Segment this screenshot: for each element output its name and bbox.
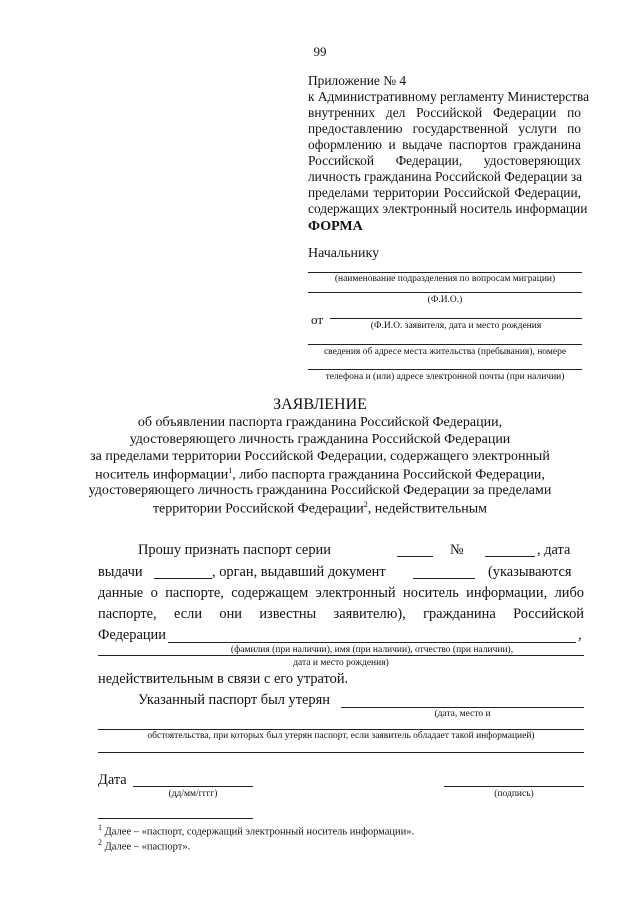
page-number: 99 bbox=[313, 44, 327, 59]
date-label: Дата bbox=[98, 772, 127, 788]
signature-caption: (подпись) bbox=[494, 789, 534, 799]
footnote-mark: 2 bbox=[98, 838, 102, 847]
circumstances-caption: обстоятельства, при которых был утерян паспорт, если заявитель обладает такой информацией) bbox=[147, 731, 535, 741]
footnote-separator bbox=[98, 818, 253, 819]
address-line[interactable] bbox=[308, 344, 582, 345]
footnote-1 bbox=[98, 823, 414, 838]
appendix-title: Приложение № 4 bbox=[308, 73, 407, 88]
number-sign: № bbox=[450, 542, 464, 558]
issue-date-label: , дата bbox=[537, 542, 571, 558]
passport-number-field[interactable] bbox=[485, 544, 535, 557]
chief-fio-caption: (Ф.И.О.) bbox=[427, 295, 463, 305]
citizen-name-caption: (фамилия (при наличии), имя (при наличии), отчество (при наличии), bbox=[230, 645, 514, 655]
issuer-label: , орган, выдавший документ bbox=[212, 564, 386, 580]
appendix-line: содержащих электронный носитель информации bbox=[308, 201, 588, 216]
subtitle-fragment: , недействительным bbox=[367, 501, 488, 517]
comma: , bbox=[578, 627, 582, 643]
body-text-line: данные о паспорте, содержащем электронный носитель информации, либо bbox=[98, 585, 584, 601]
subtitle-fragment: носитель информации bbox=[95, 467, 229, 483]
footnote-ref-1: 1 bbox=[228, 466, 233, 475]
date-field[interactable] bbox=[133, 786, 253, 787]
statement-subtitle-line: об объявлении паспорта гражданина Российской Федерации, bbox=[137, 415, 503, 430]
statement-subtitle-line: за пределами территории Российской Федерации, содержащего электронный bbox=[90, 449, 550, 464]
issuer-field[interactable] bbox=[413, 566, 475, 579]
issued-label: выдачи bbox=[98, 564, 143, 580]
citizen-birth-line[interactable] bbox=[98, 655, 584, 656]
contact-line[interactable] bbox=[308, 369, 582, 370]
appendix-line: внутренних дел Российской Федерации по bbox=[308, 105, 581, 120]
invalid-reason: недействительным в связи с его утратой. bbox=[98, 671, 349, 687]
chief-fio-line[interactable] bbox=[308, 292, 582, 293]
form-label: ФОРМА bbox=[308, 219, 363, 234]
lost-date-caption: (дата, место и bbox=[434, 709, 491, 719]
specified-label: (указываются bbox=[488, 564, 572, 580]
passport-series-field[interactable] bbox=[397, 544, 433, 557]
request-start: Прошу признать паспорт серии bbox=[138, 542, 331, 558]
signature-field[interactable] bbox=[444, 786, 584, 787]
statement-title: ЗАЯВЛЕНИЕ bbox=[273, 396, 367, 413]
body-text-line: паспорте, если они известны заявителю), гражданина Российской bbox=[98, 606, 584, 622]
subtitle-fragment: , либо паспорта гражданина Российской Федерации, bbox=[232, 467, 545, 483]
addressee-to: Начальнику bbox=[308, 246, 380, 261]
statement-subtitle-line bbox=[0, 466, 640, 484]
statement-subtitle-line: удостоверяющего личность гражданина Российской Федерации bbox=[129, 432, 511, 447]
unit-name-caption: (наименование подразделения по вопросам миграции) bbox=[334, 274, 556, 284]
issue-date-field[interactable] bbox=[154, 566, 212, 579]
subtitle-fragment: территории Российской Федерации bbox=[152, 501, 364, 517]
footnote-text: Далее – «паспорт, содержащий электронный носитель информации». bbox=[102, 826, 415, 838]
circumstances-line[interactable] bbox=[98, 729, 584, 730]
appendix-line: предоставлению государственной услуги по bbox=[308, 121, 581, 136]
applicant-caption: (Ф.И.О. заявителя, дата и место рождения bbox=[370, 321, 542, 331]
statement-subtitle-line bbox=[0, 500, 640, 518]
citizen-name-line[interactable] bbox=[168, 642, 576, 643]
appendix-line: оформлению и выдаче паспортов гражданина bbox=[308, 137, 581, 152]
address-caption: сведения об адресе места жительства (пребывания), номере bbox=[323, 347, 567, 357]
appendix-line: пределами территории Российской Федерации, bbox=[308, 185, 581, 200]
from-label: от bbox=[311, 312, 324, 327]
circumstances-line-2[interactable] bbox=[98, 752, 584, 753]
footnote-2 bbox=[98, 838, 190, 853]
footnote-ref-2: 2 bbox=[363, 500, 368, 509]
unit-name-line[interactable] bbox=[308, 272, 582, 273]
date-format-caption: (дд/мм/гггг) bbox=[168, 789, 218, 799]
footnote-mark: 1 bbox=[98, 823, 102, 832]
appendix-line: к Административному регламенту Министерства bbox=[308, 89, 590, 104]
contact-caption: телефона и (или) адресе электронной почты (при наличии) bbox=[325, 372, 565, 382]
appendix-line: личность гражданина Российской Федерации за bbox=[308, 169, 583, 184]
lost-date-line[interactable] bbox=[341, 707, 584, 708]
lost-label: Указанный паспорт был утерян bbox=[138, 692, 330, 708]
federation-label: Федерации bbox=[98, 627, 166, 643]
footnote-text: Далее – «паспорт». bbox=[102, 841, 191, 853]
appendix-line: Российской Федерации, удостоверяющих bbox=[308, 153, 581, 168]
statement-subtitle-line: удостоверяющего личность гражданина Российской Федерации за пределами bbox=[88, 483, 552, 498]
citizen-birth-caption: дата и место рождения) bbox=[293, 658, 389, 668]
applicant-line[interactable] bbox=[330, 318, 582, 319]
